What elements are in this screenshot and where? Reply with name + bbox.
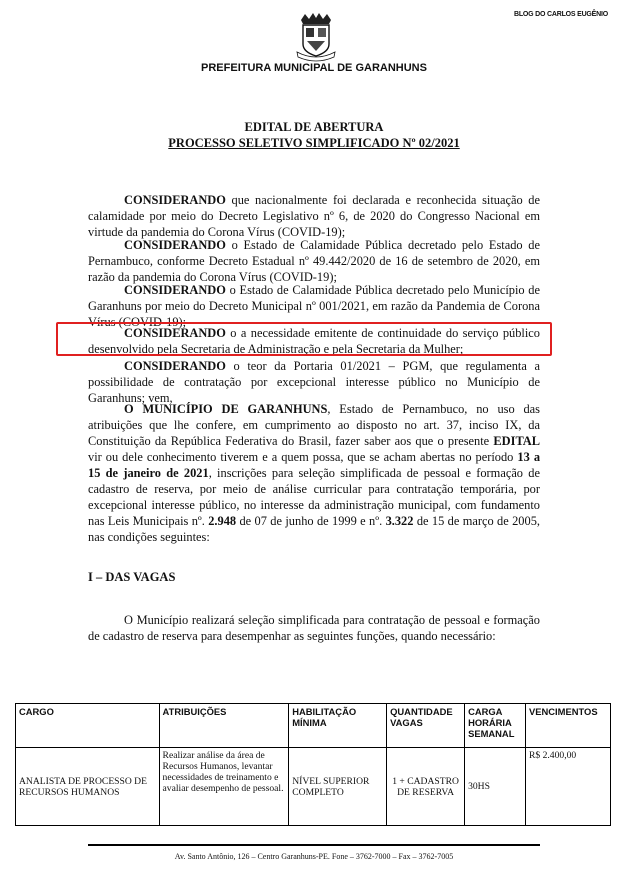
section-intro: O Município realizará seleção simplificada para contratação de pessoal e formação de cadastro de reserva para desempenhar as seguintes funções, quando necessário: xyxy=(88,613,540,643)
edital-title: EDITAL DE ABERTURA xyxy=(244,120,384,134)
vagas-table xyxy=(15,703,611,826)
table-cell-cargo: ANALISTA DE PROCESSO DE RECURSOS HUMANOS xyxy=(16,748,160,826)
prefeitura-heading: PREFEITURA MUNICIPAL DE GARANHUNS xyxy=(201,62,427,74)
table-row xyxy=(16,748,611,826)
section-title-vagas: I – DAS VAGAS xyxy=(88,570,176,584)
table-header-cell: HABILITAÇÃO MÍNIMA xyxy=(289,704,387,748)
table-header-cell: CARGA HORÁRIA SEMANAL xyxy=(465,704,526,748)
table-header-cell: VENCIMENTOS xyxy=(526,704,611,748)
municipio-paragraph: O MUNICÍPIO DE GARANHUNS, Estado de Pernambuco, no uso das atribuições que lhe confere, em cumprimento ao disposto no art. 37, inciso IX, da Constituição da República Federativa do Brasil, fazer saber aos que o presente EDITAL vir ou dele conhecimento tiverem e a quem possa, que se acham abertas no período 13 a 15 de janeiro de 2021, inscrições para seleção simplificada de pessoal e formação de cadastro de reserva, por meio de análise curricular para contratação temporária, por excepcional interesse público, no interesse da administração municipal, com fundamento nas Leis Municipais nº. 2.948 de 07 de junho de 1999 e nº. 3.322 de 15 de março de 2005, nas condições seguintes: xyxy=(88,402,541,544)
table-header-cell: QUANTIDADE VAGAS xyxy=(387,704,465,748)
table-cell-habilitacao: NÍVEL SUPERIOR COMPLETO xyxy=(289,748,387,826)
table-header-row xyxy=(16,704,611,748)
footer-address: Av. Santo Antônio, 126 – Centro Garanhuns-PE. Fone – 3762-7000 – Fax – 3762-7005 xyxy=(174,852,454,861)
table-cell-carga: 30HS xyxy=(465,748,526,826)
municipal-crest-icon xyxy=(295,12,337,62)
footer-divider xyxy=(88,844,540,846)
edital-subtitle: PROCESSO SELETIVO SIMPLIFICADO Nº 02/2021 xyxy=(168,136,460,150)
blog-watermark: BLOG DO CARLOS EUGÊNIO xyxy=(514,11,608,18)
table-header-cell: CARGO xyxy=(16,704,160,748)
considerando-3: CONSIDERANDO o Estado de Calamidade Pública decretado pelo Município de Garanhuns por meio do Decreto Municipal nº 001/2021, em razão da Pandemia de Corona Vírus (COVID-19); xyxy=(88,283,540,329)
considerando-1: CONSIDERANDO que nacionalmente foi declarada e reconhecida situação de calamidade por meio do Decreto Legislativo nº 6, de 2020 do Congresso Nacional em virtude da pandemia do Corona Vírus (COVID-19); xyxy=(88,193,540,239)
table-cell-atribuicoes: Realizar análise da área de Recursos Humanos, levantar necessidades de treinamento e avaliar desempenho de pessoal. xyxy=(159,748,289,826)
highlight-box xyxy=(56,322,552,356)
considerando-4: CONSIDERANDO o a necessidade emitente de continuidade do serviço público desenvolvido pela Secretaria de Administração e pela Secretaria da Mulher; xyxy=(88,326,540,356)
considerando-5: CONSIDERANDO o teor da Portaria 01/2021 – PGM, que regulamenta a possibilidade de contratação por excepcional interesse público no Município de Garanhuns; vem, xyxy=(88,359,540,405)
table-cell-quantidade: 1 + CADASTRO DE RESERVA xyxy=(387,748,465,826)
table-header-cell: ATRIBUIÇÕES xyxy=(159,704,289,748)
considerando-2: CONSIDERANDO o Estado de Calamidade Pública decretado pelo Estado de Pernambuco, conforme Decreto Estadual nº 49.442/2020 de 16 de setembro de 2020, em razão da pandemia do Corona Vírus (COVID-19); xyxy=(88,238,540,284)
table-cell-vencimentos: R$ 2.400,00 xyxy=(526,748,611,826)
